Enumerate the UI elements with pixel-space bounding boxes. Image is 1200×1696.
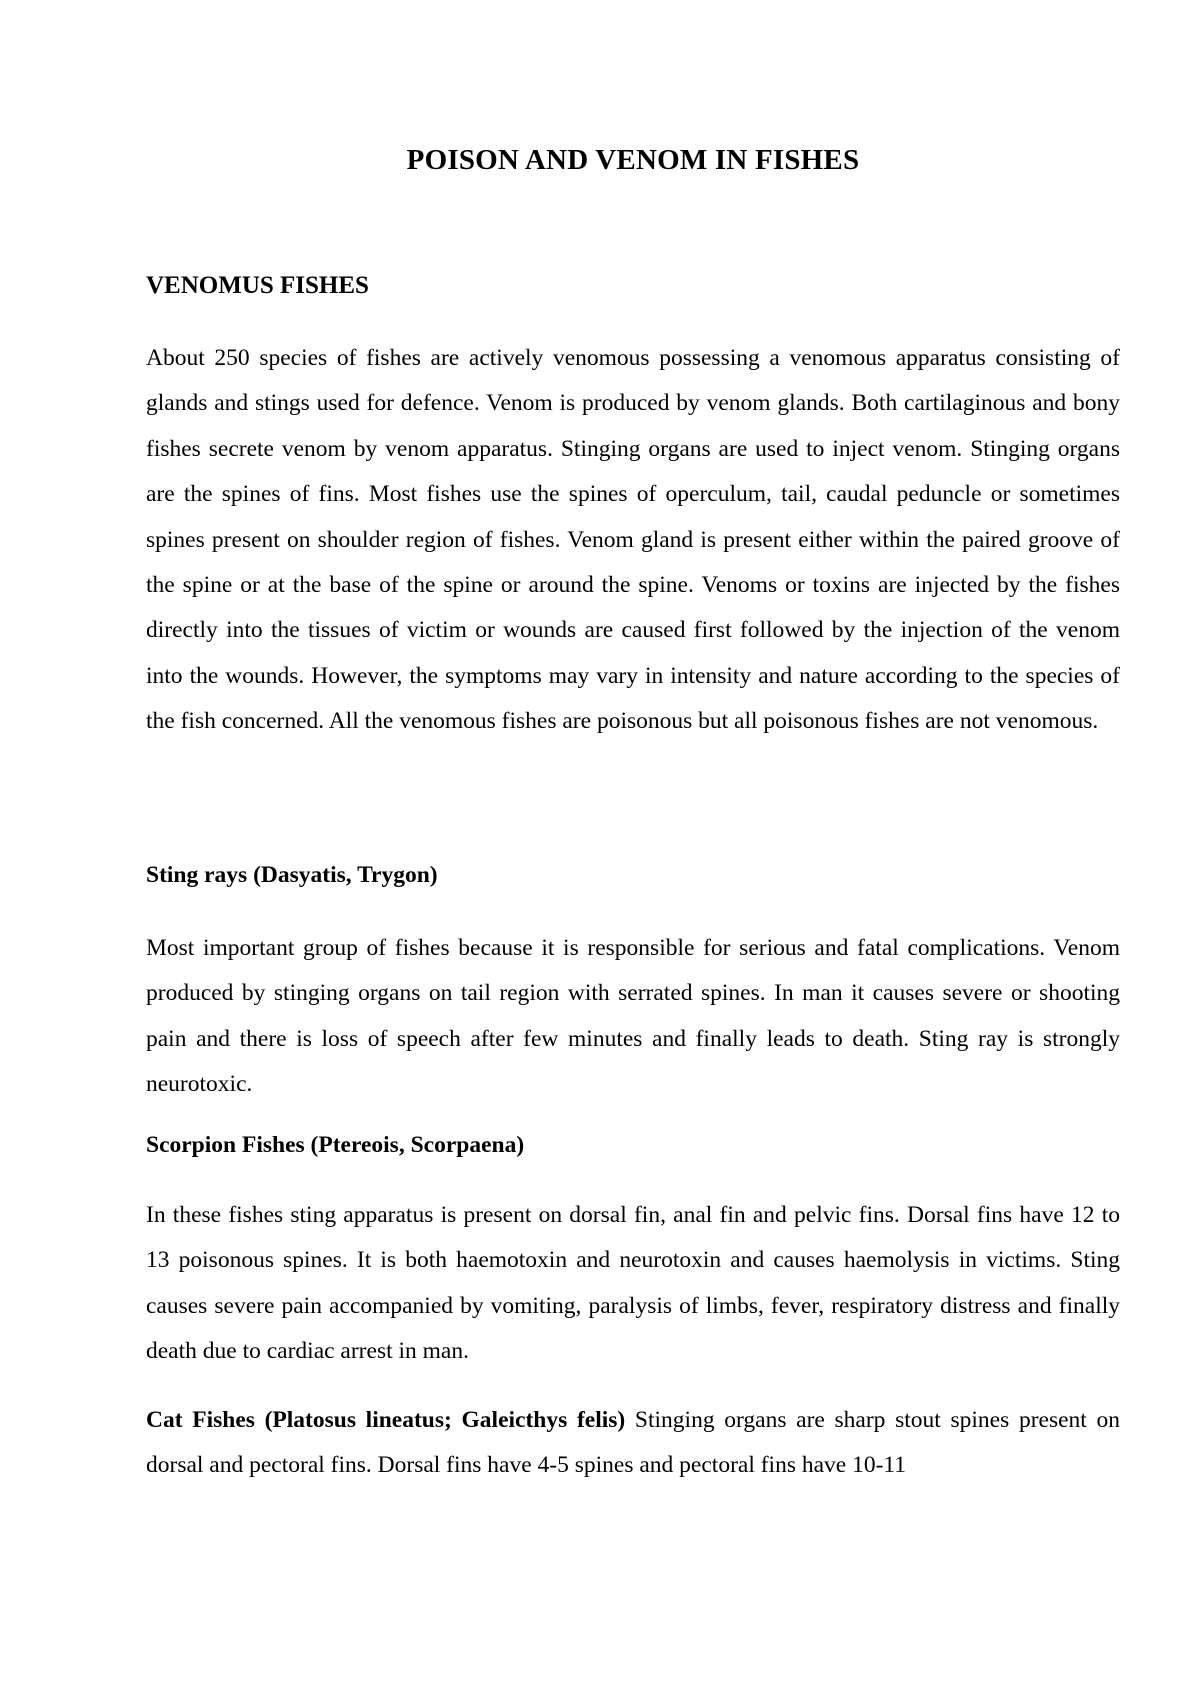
sting-rays-heading: Sting rays (Dasyatis, Trygon) (146, 862, 438, 888)
cat-fishes-paragraph (146, 1398, 1120, 1489)
section-heading-venomous-fishes: VENOMUS FISHES (146, 272, 369, 299)
cat-fishes-text: Stinging organs are sharp stout spines present on dorsal and pectoral fins. Dorsal fins have 4-5 spines and pectoral fins have 10-11 (146, 1407, 1120, 1479)
document-title: POISON AND VENOM IN FISHES (406, 144, 860, 176)
sting-rays-paragraph: Most important group of fishes because it is responsible for serious and fatal complications. Venom produced by stinging organs on tail region with serrated spines. In man it causes severe or shooting pain and there is loss of speech after few minutes and finally leads to death. Sting ray is strongly neurotoxic. (146, 935, 1120, 1098)
scorpion-fishes-paragraph: In these fishes sting apparatus is present on dorsal fin, anal fin and pelvic fins. Dorsal fins have 12 to 13 poisonous spines. It is both haemotoxin and neurotoxin and causes haemolysis in victims. Sting causes severe pain accompanied by vomiting, paralysis of limbs, fever, respiratory distress and finally death due to cardiac arrest in man. (146, 1202, 1120, 1365)
cat-fishes-heading: Cat Fishes (Platosus lineatus; Galeicthys felis) (146, 1407, 626, 1433)
scorpion-fishes-heading: Scorpion Fishes (Ptereois, Scorpaena) (146, 1132, 525, 1158)
intro-paragraph: About 250 species of fishes are actively venomous possessing a venomous apparatus consisting of glands and stings used for defence. Venom is produced by venom glands. Both cartilaginous and bony fishes secrete venom by venom apparatus. Stinging organs are used to inject venom. Stinging organs are the spines of fins. Most fishes use the spines of operculum, tail, caudal peduncle or sometimes spines present on shoulder region of fishes. Venom gland is present either within the paired groove of the spine or at the base of the spine or around the spine. Venoms or toxins are injected by the fishes directly into the tissues of victim or wounds are caused first followed by the injection of the venom into the wounds. However, the symptoms may vary in intensity and nature according to the species of the fish concerned. All the venomous fishes are poisonous but all poisonous fishes are not venomous. (146, 345, 1120, 735)
